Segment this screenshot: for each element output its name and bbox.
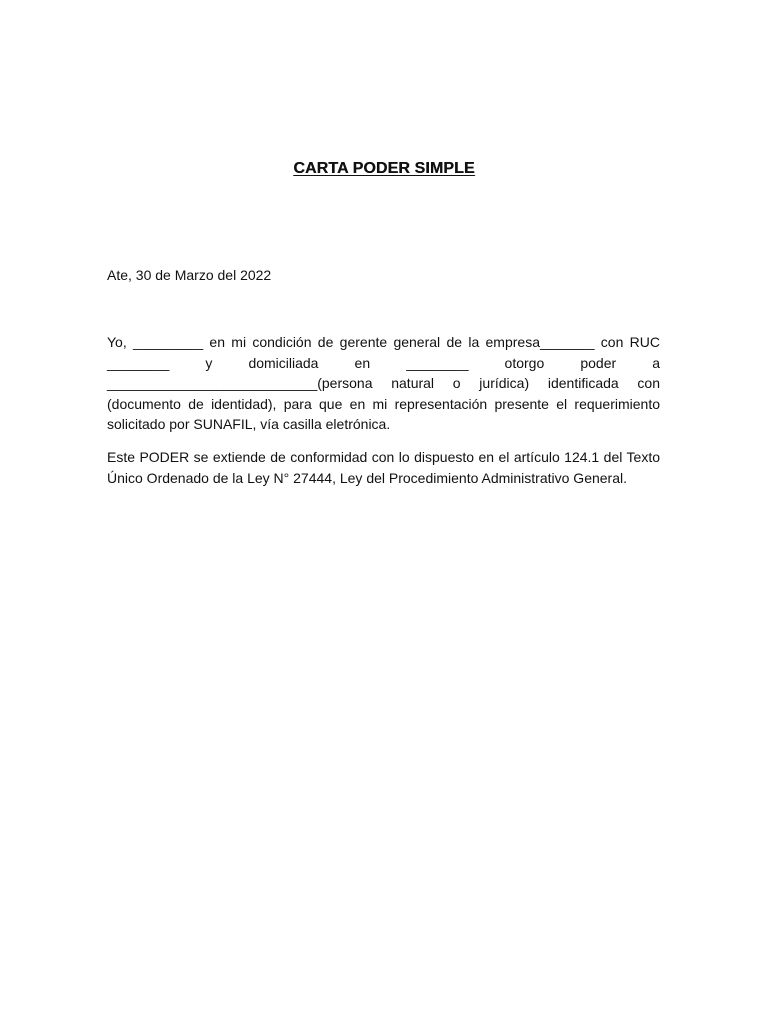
- date-line: Ate, 30 de Marzo del 2022: [107, 267, 272, 283]
- document-title: CARTA PODER SIMPLE: [293, 160, 475, 177]
- body-paragraph-1: Yo, _________ en mi condición de gerente general de la empresa_______ con RUC ________ y domiciliada en ________ otorgo poder a ___________________________(persona natural o jurídica) identificada con (documento de identidad), para que en mi representación presente el requerimiento solicitado por SUNAFIL, vía casilla eletrónica.: [107, 334, 660, 432]
- body-paragraph-2: Este PODER se extiende de conformidad con lo dispuesto en el artículo 124.1 del Texto Único Ordenado de la Ley N° 27444, Ley del Procedimiento Administrativo General.: [107, 449, 660, 486]
